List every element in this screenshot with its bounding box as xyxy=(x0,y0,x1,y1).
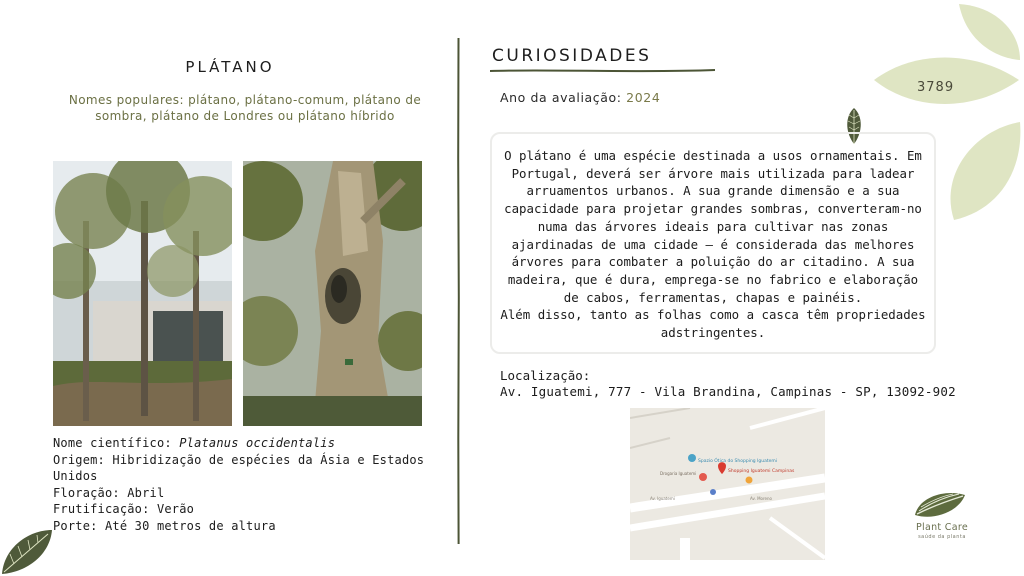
popular-names: Nomes populares: plátano, plátano-comum, plátano de sombra, plátano de Londres ou plátano híbrido xyxy=(68,93,422,123)
location-label: Localização: xyxy=(500,368,591,383)
size-row: Porte: Até 30 metros de altura xyxy=(53,518,276,533)
map-label-street2: Av. Moreno xyxy=(750,496,772,501)
fruiting-row: Frutificação: Verão xyxy=(53,502,195,516)
map-label-place1: Spazio Ótica do Shopping Iguatemi xyxy=(698,459,778,464)
location-address: Av. Iguatemi, 777 - Vila Brandina, Campinas - SP, 13092-902 xyxy=(500,384,956,399)
species-facts xyxy=(53,435,443,534)
location-map[interactable] xyxy=(630,408,825,560)
tree-photo-park xyxy=(53,161,232,426)
title-underline xyxy=(490,68,715,74)
species-title: PLÁTANO xyxy=(185,58,275,76)
scientific-name-value: Platanus occidentalis xyxy=(179,436,336,450)
curiosities-title: CURIOSIDADES xyxy=(492,46,652,66)
brand-name: Plant Care xyxy=(916,522,968,533)
map-pin-icon xyxy=(699,473,707,481)
map-label-place3: Drogaria Iguatemi xyxy=(660,471,697,476)
description-text: O plátano é uma espécie destinada a usos ornamentais. Em Portugal, deverá ser árvore mais utilizada para ladear arruamentos urbanos. A sua grande dimensão e a sua capacidade para projetar grandes sombras, converteram-no numa das árvores ideais para cultivar nas zonas ajardinadas de uma cidade – é considerada das melhores árvores para combater a poluição do ar citadino. A sua madeira, que é dura, emprega-se no fabrico e elaboração de cabos, ferramentas, chapas e painéis. xyxy=(504,148,922,305)
map-pin-icon xyxy=(746,477,753,484)
map-label-place2: Shopping Iguatemi Campinas xyxy=(728,469,795,474)
origin-row: Origem: Hibridização de espécies da Ásia e Estados Unidos xyxy=(53,452,425,483)
tree-photo-trunk xyxy=(243,161,422,426)
description-extra: Além disso, tanto as folhas como a casca têm propriedades adstringentes. xyxy=(500,307,926,341)
flowering-row: Floração: Abril xyxy=(53,485,165,500)
description-box xyxy=(490,132,936,354)
map-label-street1: Av. Iguatemi xyxy=(650,496,675,501)
map-pin-icon xyxy=(710,489,716,495)
map-pin-icon xyxy=(688,454,696,462)
brand-tagline: saúde da planta xyxy=(918,534,966,540)
year-label: Ano da avaliação: xyxy=(500,90,627,105)
leaf-icon xyxy=(0,526,56,576)
tree-code: 3789 xyxy=(917,80,955,95)
scientific-name-row xyxy=(53,435,443,452)
scientific-name-label: Nome científico: xyxy=(53,436,180,450)
year-value: 2024 xyxy=(626,90,661,105)
vertical-divider xyxy=(457,38,460,544)
evaluation-year xyxy=(500,90,660,105)
